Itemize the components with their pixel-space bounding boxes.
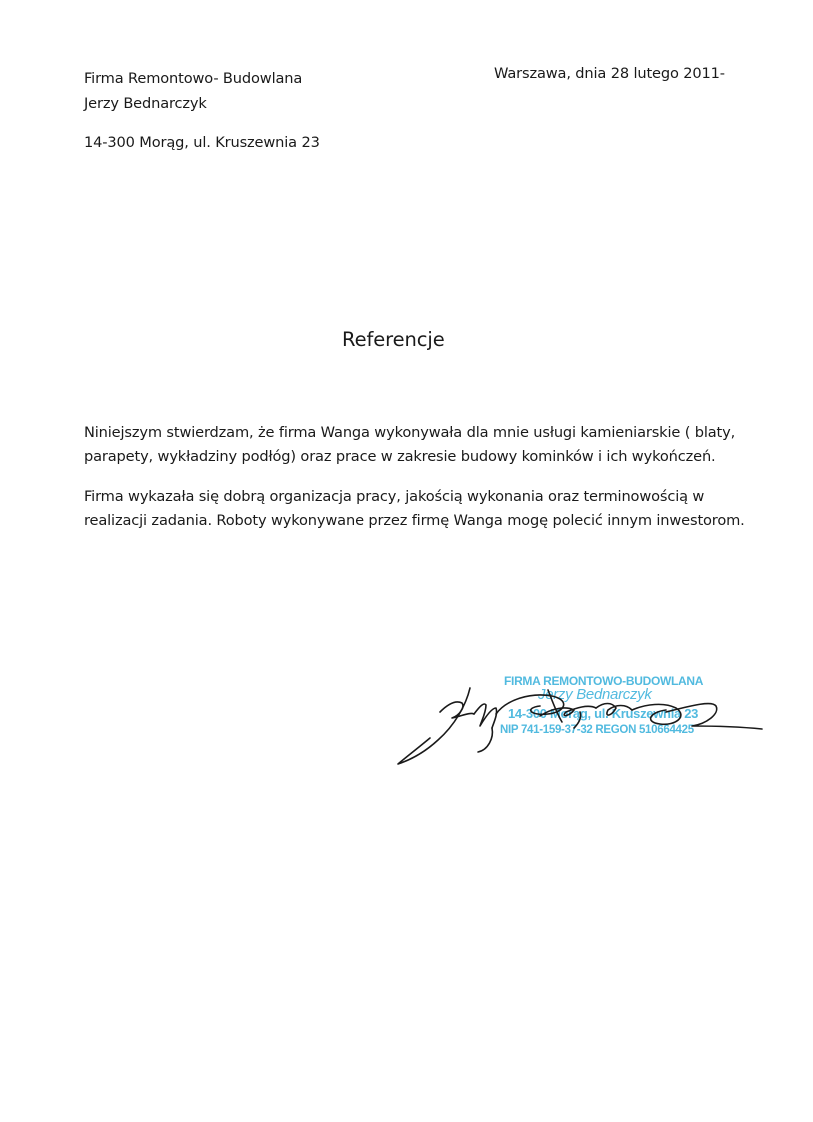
- stamp-line-3: 14-300 Morąg, ul. Kruszewnia 23: [508, 706, 699, 721]
- stamp-line-2: Jerzy Bednarczyk: [538, 686, 652, 703]
- paragraph-2-line-2: realizacji zadania. Roboty wykonywane przez firmę Wanga mogę polecić innym inwestorom.: [84, 512, 745, 529]
- paragraph-2-line-1: Firma wykazała się dobrą organizacja pracy, jakością wykonania oraz terminowością w: [84, 488, 705, 505]
- stamp-line-1: FIRMA REMONTOWO-BUDOWLANA: [504, 674, 704, 688]
- paragraph-1-line-1: Niniejszym stwierdzam, że firma Wanga wykonywała dla mnie usługi kamieniarskie ( blaty,: [84, 424, 736, 441]
- paragraph-1-line-2: parapety, wykładziny podłóg) oraz prace w zakresie budowy kominków i ich wykończeń.: [84, 448, 716, 465]
- place-and-date: Warszawa, dnia 28 lutego 2011-: [494, 65, 725, 82]
- stamp-line-4: NIP 741-159-37-32 REGON 510664425: [500, 724, 694, 736]
- company-owner: Jerzy Bednarczyk: [84, 95, 207, 112]
- document-title: Referencje: [342, 328, 445, 351]
- company-address: 14-300 Morąg, ul. Kruszewnia 23: [84, 134, 320, 151]
- company-name: Firma Remontowo- Budowlana: [84, 70, 303, 87]
